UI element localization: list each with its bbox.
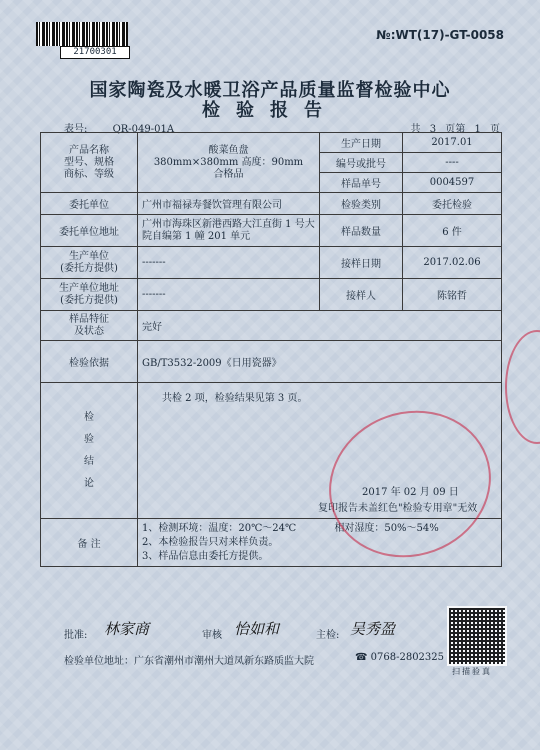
- category: 委托检验: [403, 193, 502, 215]
- barcode: [36, 22, 128, 46]
- page-info: 共 3 页第 1 页: [410, 124, 500, 135]
- recv-date: 2017.02.06: [403, 247, 502, 279]
- conclusion-label: 检 验 结 论: [41, 383, 138, 519]
- remark-1: 1、检测环境：温度：20℃～24℃ 相对湿度：50%～54%: [142, 522, 439, 534]
- basis: GB/T3532-2009《日用瓷器》: [138, 341, 502, 383]
- partial-seal-stamp: [505, 330, 540, 444]
- remark-3: 3、样品信息由委托方提供。: [142, 550, 269, 562]
- feature: 完好: [138, 311, 502, 341]
- basis-label: 检验依据: [41, 341, 138, 383]
- maker-address: -------: [138, 279, 320, 311]
- form-number-value: QR-049-01A: [112, 124, 175, 135]
- product-value: 酸菜鱼盘 380mm×380mm 高度：90mm 合格品: [138, 133, 320, 193]
- maker-address-label: 生产单位地址 (委托方提供): [41, 279, 138, 311]
- review-signature: 怡如和: [234, 620, 280, 638]
- feature-label: 样品特征 及状态: [41, 311, 138, 341]
- batch-label: 编号或批号: [320, 153, 403, 173]
- qr-label: 扫描验真: [452, 667, 492, 676]
- form-number-label: 表号:: [64, 124, 88, 135]
- review-label: 审核: [202, 630, 222, 641]
- maker: -------: [138, 247, 320, 279]
- client-address-label: 委托单位地址: [41, 215, 138, 247]
- approve-signature: 林家商: [104, 620, 150, 638]
- sample-no-label: 样品单号: [320, 173, 403, 193]
- client: 广州市福禄寿餐饮管理有限公司: [138, 193, 320, 215]
- qty: 6 件: [403, 215, 502, 247]
- inspect-label: 主检:: [316, 630, 340, 641]
- remarks-label: 备 注: [41, 519, 138, 567]
- barcode-number: 21700301: [60, 46, 130, 59]
- conclusion-text: 共检 2 项，检验结果见第 3 页。: [162, 393, 308, 404]
- inspect-signature: 吴秀盈: [350, 620, 396, 638]
- footer-phone: ☎ 0768-2802325: [355, 652, 444, 663]
- client-label: 委托单位: [41, 193, 138, 215]
- batch: ----: [403, 153, 502, 173]
- prod-date-label: 生产日期: [320, 133, 403, 153]
- receiver-label: 接样人: [320, 279, 403, 311]
- sample-no: 0004597: [403, 173, 502, 193]
- center-name: 国家陶瓷及水暖卫浴产品质量监督检验中心: [89, 80, 451, 101]
- recv-date-label: 接样日期: [320, 247, 403, 279]
- client-address: 广州市海珠区新港西路大江直街 1 号大院自编第 1 幢 201 单元: [138, 215, 320, 247]
- remark-2: 2、本检验报告只对来样负责。: [142, 536, 279, 548]
- qr-code[interactable]: [447, 606, 507, 666]
- receiver: 陈铭哲: [403, 279, 502, 311]
- conclusion-date: 2017 年 02 月 09 日: [362, 487, 459, 498]
- conclusion-note: 复印报告未盖红色"检验专用章"无效: [318, 503, 478, 514]
- maker-label: 生产单位 (委托方提供): [41, 247, 138, 279]
- category-label: 检验类别: [320, 193, 403, 215]
- prod-date: 2017.01: [403, 133, 502, 153]
- qty-label: 样品数量: [320, 215, 403, 247]
- report-number: №:WT(17)-GT-0058: [376, 28, 504, 42]
- product-label: 产品名称 型号、规格 商标、等级: [41, 133, 138, 193]
- footer-address: 检验单位地址：广东省潮州市潮州大道凤新东路质监大院: [64, 656, 314, 667]
- report-title: 检验报告: [202, 100, 338, 121]
- approve-label: 批准:: [64, 630, 88, 641]
